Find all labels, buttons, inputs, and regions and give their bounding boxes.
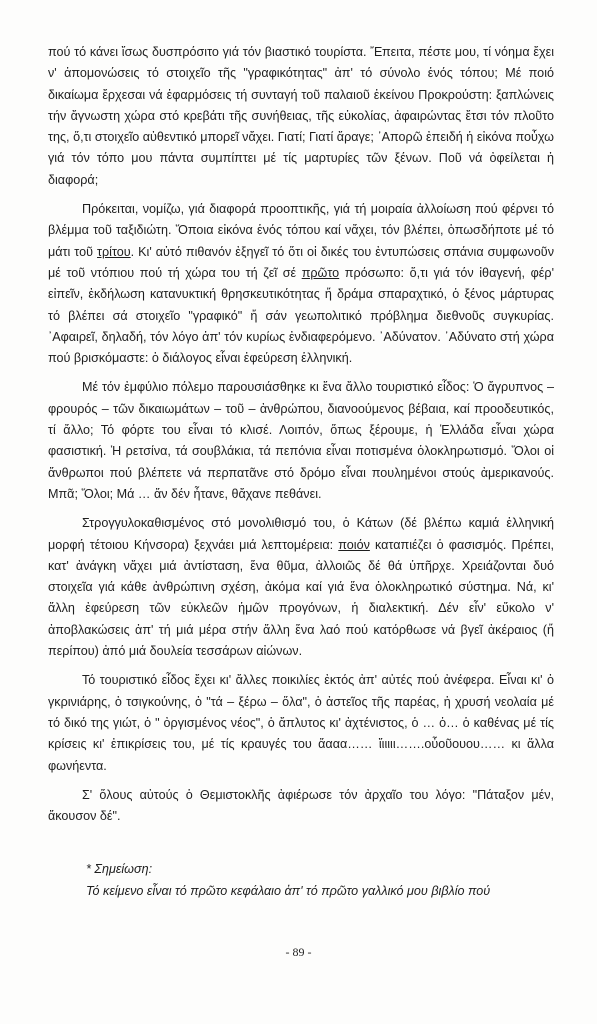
main-text [48, 42, 554, 845]
underlined-word: ποιόν [338, 537, 370, 552]
footnote-text: Τό κείμενο εἶναι τό πρῶτο κεφάλαιο ἀπ' τό πρῶτο γαλλικό μου βιβλίο πού [86, 884, 491, 898]
text-run: Πρόκειται, νομίζω, γιά διαφορά προοπτικῆς, γιά τή μοιραία ἀλλοίωση πού φέρνει τό βλέμμα τοῦ ταξιδιώτη. Ὅποια εἰκόνα ἑνός τόπου καί νἄχει, τόν βλέπει, ὁπωσδήποτε μέ τό μάτι τοῦ [48, 202, 554, 259]
text-run: . Κι' αὐτό πιθανόν ἐξηγεῖ τό ὅτι οἱ δικές του ἐντυπώσεις σπάνια συμφωνοῦν μέ τοῦ ντόπιου πού τή χώρα του τή ζεῖ σέ [48, 244, 554, 280]
paragraph [48, 785, 554, 828]
text-run: καταπιέζει ὁ φασισμός. Πρέπει, κατ' ἀνάγκη νἄχει μιά ἀντίσταση, ἕνα θῦμα, ἀλλοιῶς δέ θά ὑπῆρχε. Χρειάζονται δυό στοιχεῖα γιά κάθε ἀνθρώπινη σχέση, ἀκόμα καί γιά ἕνα ὁλοκληρωτικό σύστημα. Νά, κι' ἄλλη ἐφεύρεση τῶν εὐκλεῶν ἡμῶν προγόνων, ἡ διαλεκτική. Δέν εἶν' εὔκολο ν' ἀποβλακώσεις ἀπ' τή μιά μέρα στήν ἄλλη ἕνα λαό πού κατόρθωσε νά βγεῖ ἀκέραιος (ἤ περίπου) ἀπό μιά δουλεία τεσσάρων αἰώνων. [48, 537, 554, 659]
paragraph [48, 377, 554, 505]
paragraph [48, 42, 554, 191]
page-number: - 89 - [285, 945, 312, 959]
text-run: πρόσωπο: ὅ,τι γιά τόν ἰθαγενή, φέρ' εἰπεῖν, ἐκδήλωση κατανυκτική θρησκευτικότητας ἤ δράμα σπαραχτικό, ὁ ξένος μάρτυρας τό βλέπει σά στοιχεῖο "γραφικό" ἤ σάν γεωπολιτικό πρόβλημα διεθνοῦς συγκυρίας. ᾽Αφαιρεῖ, δηλαδή, τόν λόγο ἀπ' τόν κυρίως ἐνδιαφερόμενο. ᾽Αδύνατον. ᾽Αδύνατο στή χώρα πού βρισκόμαστε: ὁ διάλογος εἶναι ἐφεύρεση ἑλληνική. [48, 265, 554, 366]
paragraph [48, 670, 554, 776]
underlined-word: πρῶτο [301, 265, 340, 280]
underlined-word: τρίτου [97, 244, 131, 259]
text-run: Στρογγυλοκαθισμένος στό μονολιθισμό του, ὁ Κάτων (δέ βλέπω καμιά ἑλληνική μορφή τέτοιου Κήνσορα) ξεχνάει μιά λεπτομέρεια: [48, 516, 554, 552]
text-run: πού τό κάνει ἴσως δυσπρόσιτο γιά τόν βιαστικό τουρίστα. Ἔπειτα, πέστε μου, τί νόημα ἔχει ν' ἀπομονώσεις τό στοιχεῖο τῆς "γραφικότητας" ἀπ' τό σύνολο ἑνός τόπου; Μέ ποιό δικαίωμα ἔρχεσαι νά ἐφαρμόσεις τή συνταγή τοῦ παλαιοῦ ἐκείνου Προκρούστη: ξαπλώνεις τήν ἄγνωστη χώρα στό κρεβάτι τῆς συνήθειας, τῆς εὐκολίας, ἀφαιρώντας ἔτσι τόν πλοῦτο της, ὅ,τι στοιχεῖο αὐθεντικό μπορεῖ νἄχει. Γιατί; Γιατί ἄραγε; ᾽Απορῶ ἐπειδή ἡ εἰκόνα ποὖχω γιά τόν τόπο μου πάντα συμπίπτει μέ τίς μαρτυρίες τῶν ξένων. Ποῦ νά ὀφείλεται ἡ διαφορά; [48, 45, 554, 187]
paragraph [48, 513, 554, 662]
footnote [48, 858, 568, 902]
footnote-label: * Σημείωση: [86, 862, 153, 876]
text-run: Σ' ὅλους αὐτούς ὁ Θεμιστοκλῆς ἀφιέρωσε τόν ἀρχαῖο του λόγο: "Πάταξον μέν, ἄκουσον δέ". [48, 787, 554, 824]
text-run: Μέ τόν ἐμφύλιο πόλεμο παρουσιάσθηκε κι ἕνα ἄλλο τουριστικό εἶδος: Ὁ ἄγρυπνος – φρουρός – τῶν δικαιωμάτων – τοῦ – ἀνθρώπου, διανοούμενος βέβαια, καί προοδευτικός, τί ἄλλο; Τό φόρτε του εἶναι τό κλισέ. Λοιπόν, ὅπως ξέρουμε, ἡ Ἑλλάδα εἶναι χώρα φασιστική. Ἡ ρετσίνα, τά σουβλάκια, τά πεπόνια εἶναι ποτισμένα ὁλοκληρωτισμό. Ὅλοι οἱ ἄνθρωποι πού βλέπετε νά περπατᾶνε στό δρόμο εἶναι πουλημένοι στούς ἀμερικανούς. Μπᾶ; Ὅλοι; Μά … ἄν δέν ἦτανε, θἄχανε πεθάνει. [48, 380, 554, 501]
paragraph [48, 199, 554, 369]
text-run: Τό τουριστικό εἶδος ἔχει κι' ἄλλες ποικιλίες ἐκτός ἀπ' αὐτές πού ἀνέφερα. Εἶναι κι' ὁ γκρινιάρης, ὁ τσιγκούνης, ὁ "τά – ξέρω – ὅλα", ὁ ἀστεῖος τῆς παρέας, ἡ χρυσή νεολαία μέ τό δικό της γιώτ, ὁ " ὀργισμένος νέος", ὁ ἄπλυτος κι' ἀχτένιστος, ὁ … ὁ… ὁ καθένας μέ τίς κρίσεις κι' ἐπικρίσεις του, μέ τίς κραυγές του ἄααα…… ἴιιιιι…….οὖοῦουου…… κι ἄλλα φωνήεντα. [48, 673, 554, 773]
